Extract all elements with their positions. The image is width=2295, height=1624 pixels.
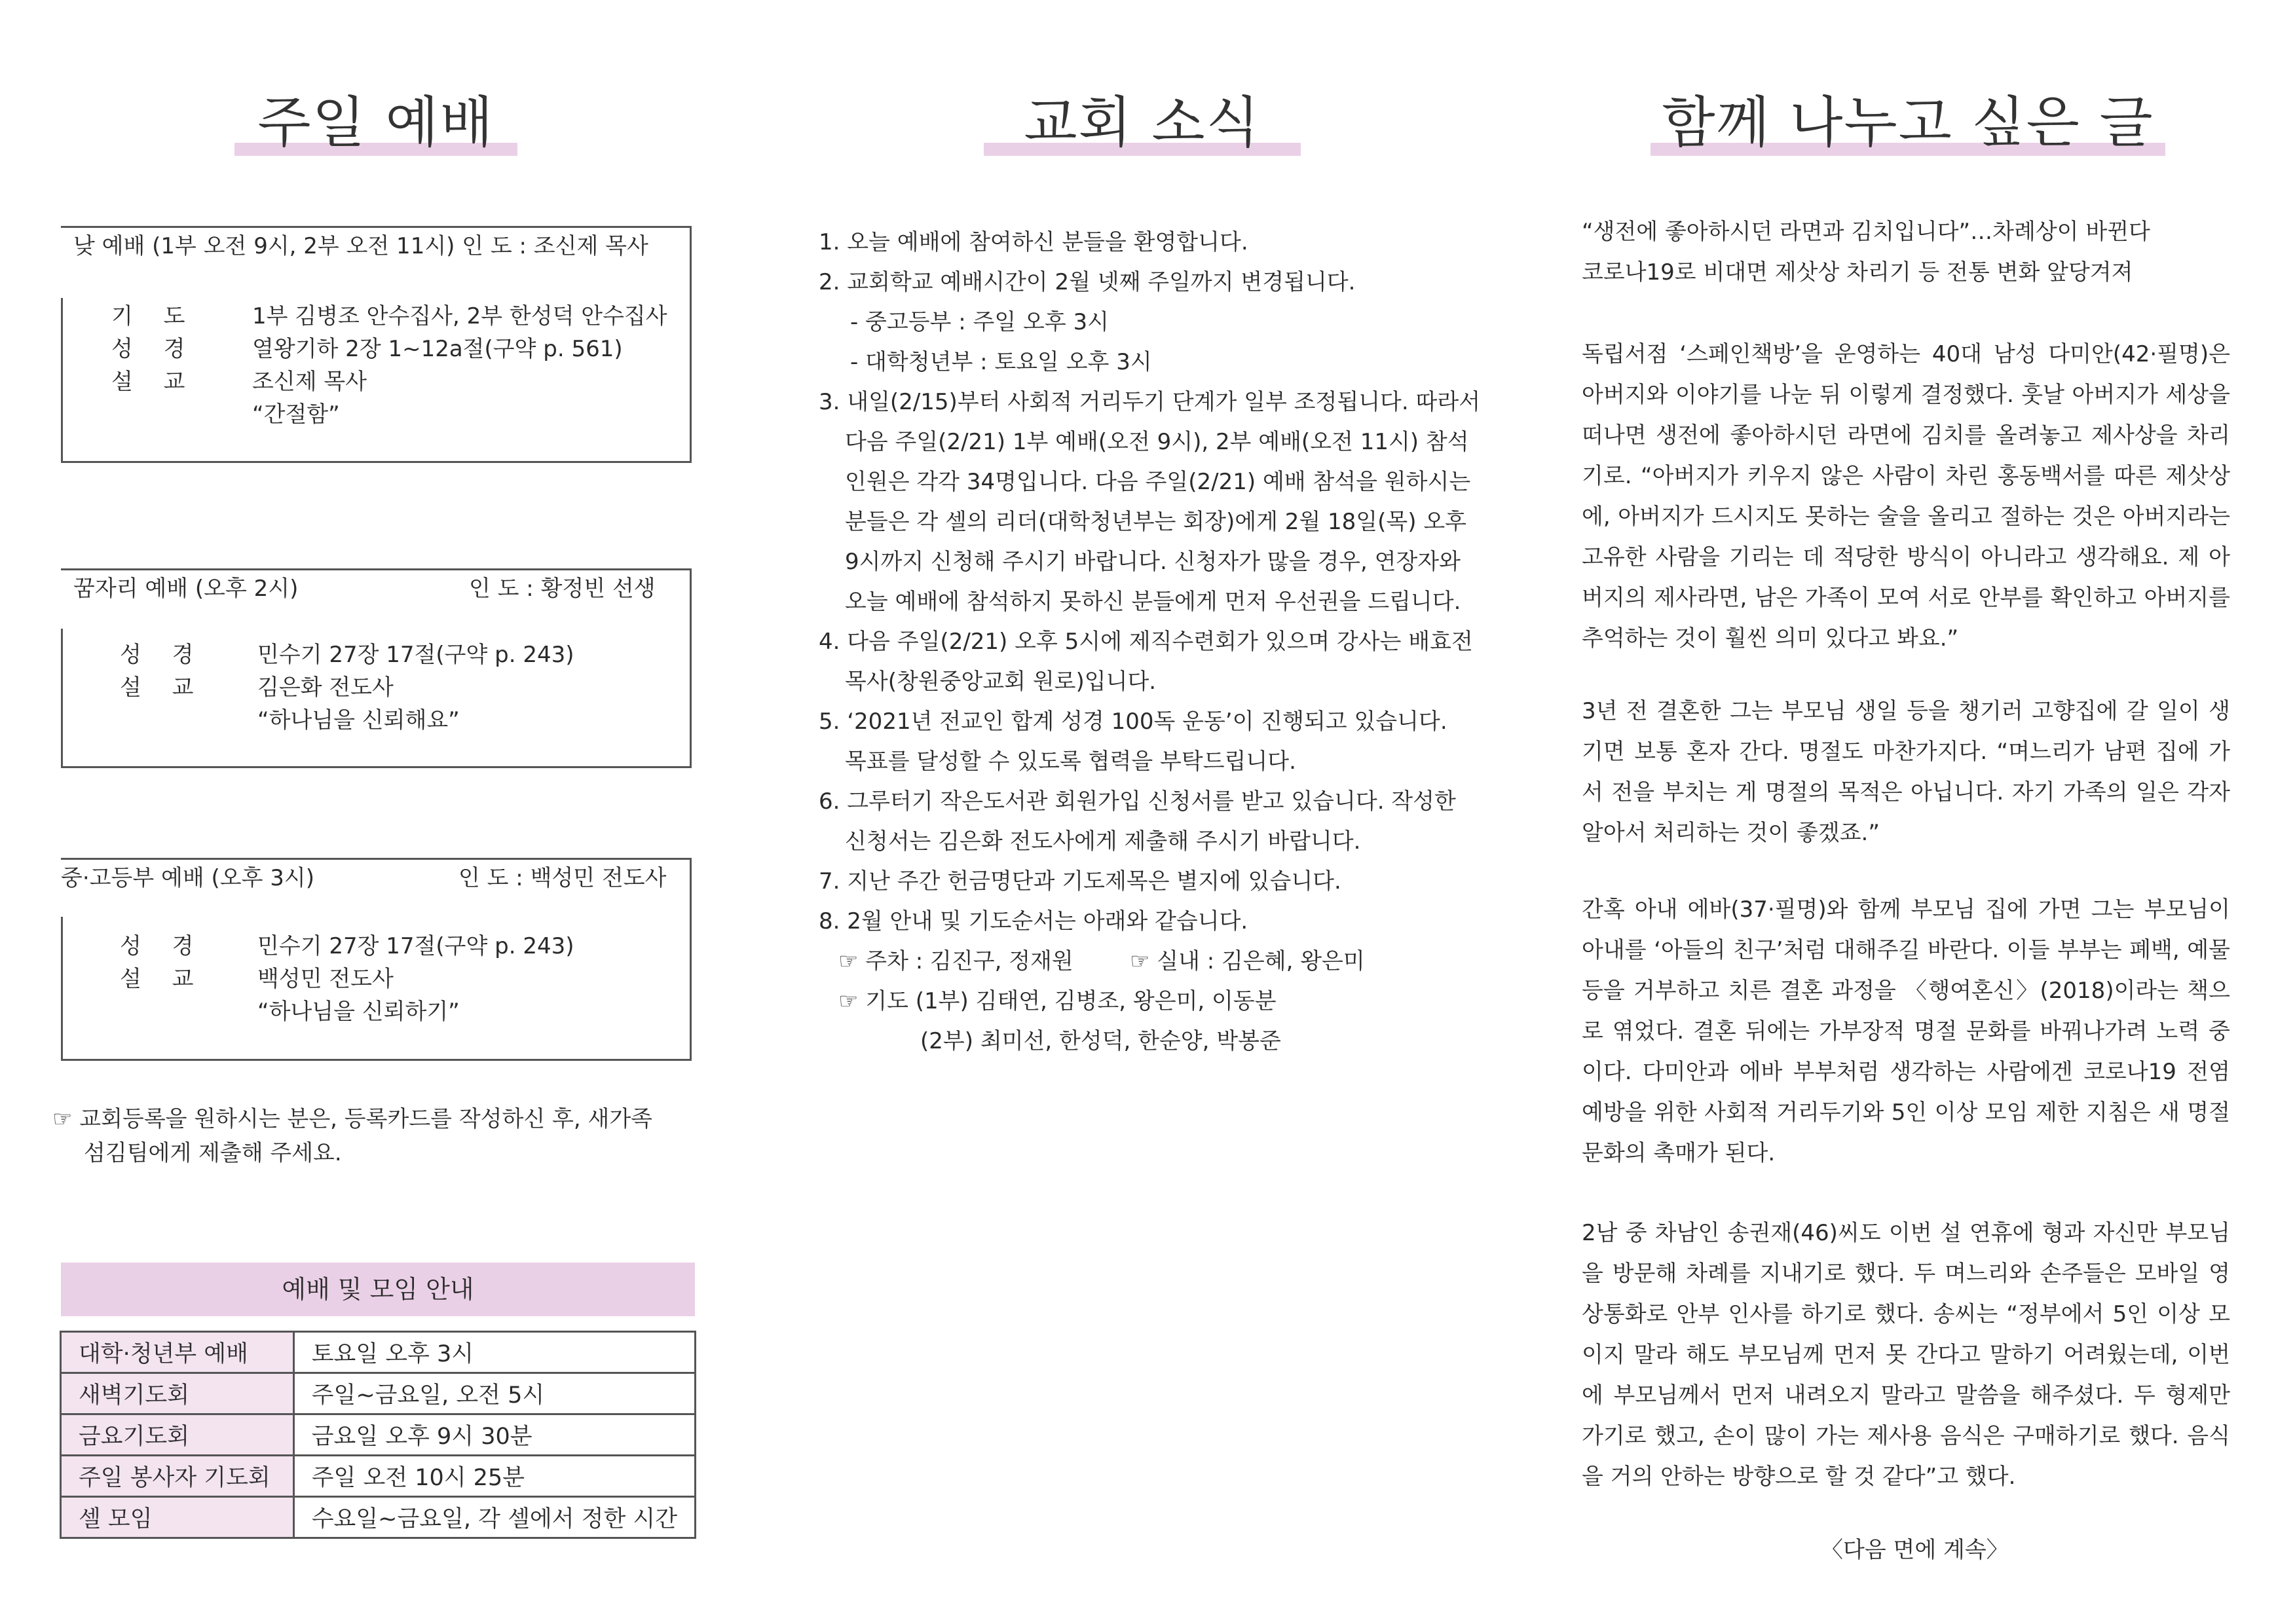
service2-box-left (61, 629, 63, 768)
schedule-time: 주일~금요일, 오전 5시 (293, 1373, 695, 1414)
article-headline-1: “생전에 좋아하시던 라면과 김치입니다”…차례상이 바뀐다 (1582, 219, 2150, 245)
news-line: 2. 교회학교 예배시간이 2월 넷째 주일까지 변경됩니다. (819, 269, 1356, 295)
news-line: 6. 그루터기 작은도서관 회원가입 신청서를 받고 있습니다. 작성한 (819, 788, 1456, 815)
schedule-time: 수요일~금요일, 각 셀에서 정한 시간 (293, 1497, 695, 1538)
schedule-name: 주일 봉사자 기도회 (61, 1456, 294, 1497)
schedule-time: 주일 오전 10시 25분 (293, 1456, 695, 1497)
news-line: 목사(창원중앙교회 원로)입니다. (845, 669, 1157, 695)
service2-sermon-title: “하나님을 신뢰해요” (257, 707, 460, 733)
service3-label-scripture: 성 경 (120, 933, 206, 959)
news-line: 목표를 달성할 수 있도록 협력을 부탁드립니다. (845, 748, 1296, 775)
table-row (61, 1332, 696, 1373)
news-line: 8. 2월 안내 및 기도순서는 아래와 같습니다. (819, 908, 1248, 934)
service2-label-sermon: 설 교 (120, 674, 206, 701)
schedule-table (60, 1331, 696, 1539)
middle-title: 교회 소식 (1024, 90, 1261, 155)
schedule-heading: 예배 및 모임 안내 (61, 1263, 695, 1316)
schedule-name: 대학·청년부 예배 (61, 1332, 294, 1373)
service3-value-preacher: 백성민 전도사 (257, 966, 394, 992)
service3-label-sermon: 설 교 (120, 966, 206, 992)
schedule-name: 셀 모임 (61, 1497, 294, 1538)
service3-box-left (61, 917, 63, 1061)
duty-prayer-2: (2부) 최미선, 한성덕, 한순양, 박봉준 (920, 1028, 1281, 1054)
service3-value-scripture: 민수기 27장 17절(구약 p. 243) (257, 933, 574, 959)
service2-heading: 꿈자리 예배 (오후 2시) (73, 576, 299, 602)
service2-value-scripture: 민수기 27장 17절(구약 p. 243) (257, 642, 574, 668)
service1-value-prayer: 1부 김병조 안수집사, 2부 한성덕 안수집사 (252, 303, 667, 329)
continued-note: 〈다음 면에 계속〉 (1821, 1537, 2009, 1563)
duty-prayer-1: ☞ 기도 (1부) 김태연, 김병조, 왕은미, 이동분 (838, 988, 1277, 1014)
news-line: 9시까지 신청해 주시기 바랍니다. 신청자가 많을 경우, 연장자와 (845, 549, 1461, 575)
news-line: 4. 다음 주일(2/21) 오후 5시에 제직수련회가 있으며 강사는 배효전 (819, 629, 1473, 655)
service3-leader: 인 도 : 백성민 전도사 (458, 865, 667, 891)
news-line: 5. ‘2021년 전교인 합계 성경 100독 운동’이 진행되고 있습니다. (819, 709, 1447, 735)
table-row (61, 1497, 696, 1538)
left-title: 주일 예배 (257, 90, 494, 155)
duty-indoor: ☞ 실내 : 김은혜, 왕은미 (1130, 948, 1365, 974)
service3-sermon-title: “하나님을 신뢰하기” (257, 999, 460, 1025)
article-headline-2: 코로나19로 비대면 제삿상 차리기 등 전통 변화 앞당겨져 (1582, 259, 2133, 286)
news-line: - 대학청년부 : 토요일 오후 3시 (850, 349, 1152, 375)
article-paragraph: 2남 중 차남인 송권재(46)씨도 이번 설 연휴에 형과 자신만 부모님을 방문해 차례를 지내기로 했다. 두 며느리와 손주들은 모바일 영상통화로 안부 인사를 하기로 했다. 송씨는 “정부에서 5인 이상 모이지 말라 해도 부모님께 먼저 못 간다고 말하기 어려웠는데, 이번에 부모님께서 먼저 내려오지 말라고 말씀을 해주셨다. 두 형제만 가기로 했고, 손이 많이 가는 제사용 음식은 구매하기로 했다. 음식을 거의 안하는 방향으로 할 것 같다”고 했다. (1582, 1220, 2230, 1490)
schedule-time: 토요일 오후 3시 (293, 1332, 695, 1373)
schedule-name: 새벽기도회 (61, 1373, 294, 1414)
article-paragraph: 간혹 아내 에바(37·필명)와 함께 부모님 집에 가면 그는 부모님이 아내를 ‘아들의 친구’처럼 대해주길 바란다. 이들 부부는 폐백, 예물 등을 거부하고 치른 결혼 과정을 〈행여혼신〉(2018)이라는 책으로 엮었다. 결혼 뒤에는 가부장적 명절 문화를 바꿔나가려 노력 중이다. 다미안과 에바 부부처럼 생각하는 사람에겐 코로나19 전염 예방을 위한 사회적 거리두기와 5인 이상 모임 제한 지침은 새 명절 문화의 촉매가 된다. (1582, 896, 2230, 1166)
table-row (61, 1456, 696, 1497)
service1-box-left (61, 298, 63, 463)
duty-parking: ☞ 주차 : 김진구, 정재원 (838, 948, 1073, 974)
service1-value-scripture: 열왕기하 2장 1~12a절(구약 p. 561) (252, 336, 623, 362)
service1-sermon-title: “간절함” (252, 401, 340, 428)
service1-label-prayer: 기 도 (111, 303, 197, 329)
service1-value-preacher: 조신제 목사 (252, 369, 367, 395)
news-line: 3. 내일(2/15)부터 사회적 거리두기 단계가 일부 조정됩니다. 따라서 (819, 389, 1481, 415)
service1-label-scripture: 성 경 (111, 336, 197, 362)
service3-heading: 중·고등부 예배 (오후 3시) (61, 865, 314, 891)
news-line: 오늘 예배에 참석하지 못하신 분들에게 먼저 우선권을 드립니다. (845, 589, 1461, 615)
table-row (61, 1414, 696, 1456)
article-paragraph: 3년 전 결혼한 그는 부모님 생일 등을 챙기러 고향집에 갈 일이 생기면 보통 혼자 간다. 명절도 마찬가지다. “며느리가 남편 집에 가서 전을 부치는 게 명절의 목적은 아닙니다. 자기 가족의 일은 각자 알아서 처리하는 것이 좋겠죠.” (1582, 698, 2230, 846)
registration-note-line2: 섬김팀에게 제출해 주세요. (84, 1140, 342, 1166)
service1-heading: 낮 예배 (1부 오전 9시, 2부 오전 11시) 인 도 : 조신제 목사 (73, 233, 648, 259)
service2-label-scripture: 성 경 (120, 642, 206, 668)
news-line: 다음 주일(2/21) 1부 예배(오전 9시), 2부 예배(오전 11시) 참석 (845, 429, 1469, 455)
service2-value-preacher: 김은화 전도사 (257, 674, 394, 701)
news-line: - 중고등부 : 주일 오후 3시 (850, 309, 1109, 335)
service2-leader: 인 도 : 황정빈 선생 (469, 576, 656, 602)
service1-label-sermon: 설 교 (111, 369, 197, 395)
table-row (61, 1373, 696, 1414)
article-paragraph: 독립서점 ‘스페인책방’을 운영하는 40대 남성 다미안(42·필명)은 아버지와 이야기를 나눈 뒤 이렇게 결정했다. 훗날 아버지가 세상을 떠나면 생전에 좋아하시던 라면에 김치를 올려놓고 제사상을 차리기로. “아버지가 키우지 않은 사람이 차린 홍동백서를 따른 제삿상에, 아버지가 드시지도 못하는 술을 올리고 절하는 것은 아버지라는 고유한 사람을 기리는 데 적당한 방식이 아니라고 생각해요. 제 아버지의 제사라면, 남은 가족이 모여 서로 안부를 확인하고 아버지를 추억하는 것이 훨씬 의미 있다고 봐요.” (1582, 341, 2230, 652)
schedule-time: 금요일 오후 9시 30분 (293, 1414, 695, 1456)
news-line: 7. 지난 주간 헌금명단과 기도제목은 별지에 있습니다. (819, 868, 1341, 895)
right-title: 함께 나누고 싶은 글 (1662, 90, 2154, 155)
news-line: 인원은 각각 34명입니다. 다음 주일(2/21) 예배 참석을 원하시는 (845, 469, 1471, 495)
registration-note-line1: ☞ 교회등록을 원하시는 분은, 등록카드를 작성하신 후, 새가족 (52, 1106, 653, 1132)
schedule-name: 금요기도회 (61, 1414, 294, 1456)
news-line: 분들은 각 셀의 리더(대학청년부는 회장)에게 2월 18일(목) 오후 (845, 509, 1467, 535)
news-line: 1. 오늘 예배에 참여하신 분들을 환영합니다. (819, 229, 1248, 255)
news-line: 신청서는 김은화 전도사에게 제출해 주시기 바랍니다. (845, 828, 1361, 855)
